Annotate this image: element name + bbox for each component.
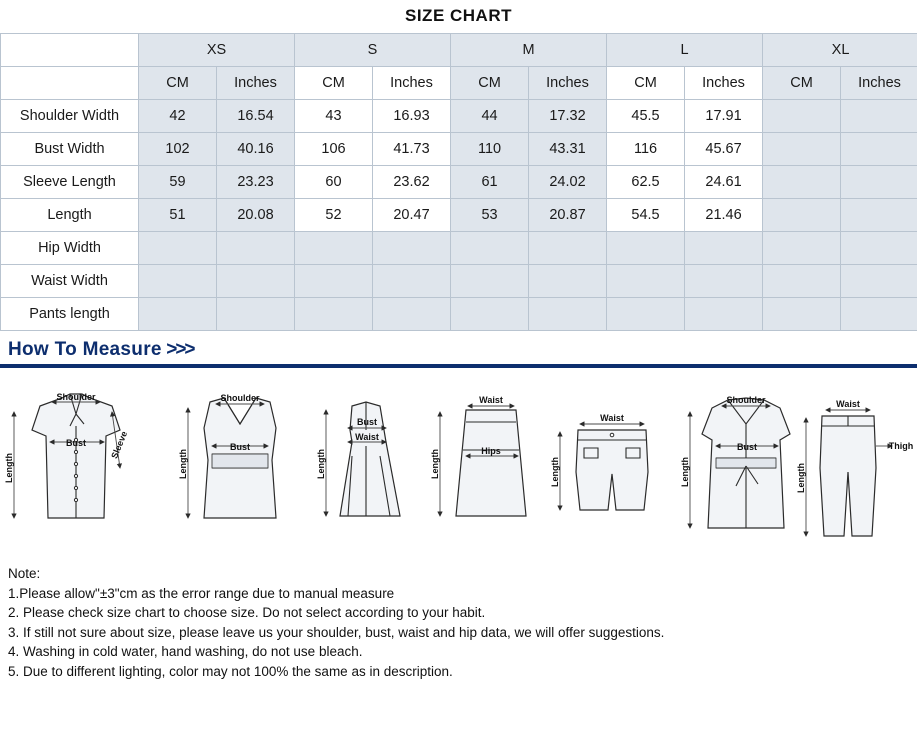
cell-waist-l-in xyxy=(685,265,763,298)
note-heading: Note: xyxy=(8,566,41,581)
cell-waist-s-in xyxy=(373,265,451,298)
row-label-length: Length xyxy=(1,199,139,232)
size-header-l: L xyxy=(607,34,763,67)
label-thigh: Thigh xyxy=(888,441,914,451)
size-header-m: M xyxy=(451,34,607,67)
size-chart-table xyxy=(0,33,917,331)
cell-sleeve-m-in: 24.02 xyxy=(529,166,607,199)
label-length: Length xyxy=(550,457,560,487)
cell-shoulder-l-in: 17.91 xyxy=(685,100,763,133)
cell-pants-s-cm xyxy=(295,298,373,331)
cell-waist-xl-cm xyxy=(763,265,841,298)
cell-hip-s-cm xyxy=(295,232,373,265)
label-waist: Waist xyxy=(836,399,860,409)
table-row xyxy=(1,298,917,331)
label-length: Length xyxy=(796,463,806,493)
cell-sleeve-l-in: 24.61 xyxy=(685,166,763,199)
label-waist: Waist xyxy=(355,432,379,442)
cell-sleeve-l-cm: 62.5 xyxy=(607,166,685,199)
cell-pants-xs-in xyxy=(217,298,295,331)
label-bust: Bust xyxy=(357,417,377,427)
table-row xyxy=(1,133,917,166)
cell-pants-l-in xyxy=(685,298,763,331)
cell-waist-m-cm xyxy=(451,265,529,298)
cell-sleeve-xs-in: 23.23 xyxy=(217,166,295,199)
cell-bust-m-cm: 110 xyxy=(451,133,529,166)
note-line-1: 1.Please allow"±3"cm as the error range due to manual measure xyxy=(8,585,395,601)
cell-bust-m-in: 43.31 xyxy=(529,133,607,166)
unit-header-in-xl: Inches xyxy=(841,67,917,100)
figure-coat xyxy=(680,395,790,528)
cell-bust-xs-in: 40.16 xyxy=(217,133,295,166)
table-row xyxy=(1,100,917,133)
label-bust: Bust xyxy=(230,442,250,452)
label-length: Length xyxy=(178,449,188,479)
label-length: Length xyxy=(430,449,440,479)
cell-pants-xl-in xyxy=(841,298,917,331)
cell-shoulder-s-cm: 43 xyxy=(295,100,373,133)
table-corner-cell xyxy=(1,34,139,67)
table-header-sizes xyxy=(1,34,917,67)
size-header-xl: XL xyxy=(763,34,917,67)
cell-length-xs-in: 20.08 xyxy=(217,199,295,232)
cell-length-xs-cm: 51 xyxy=(139,199,217,232)
label-bust: Bust xyxy=(66,438,86,448)
how-to-measure-section xyxy=(0,339,917,368)
cell-waist-m-in xyxy=(529,265,607,298)
cell-bust-s-cm: 106 xyxy=(295,133,373,166)
cell-waist-xl-in xyxy=(841,265,917,298)
cell-shoulder-xl-cm xyxy=(763,100,841,133)
unit-header-cm-l: CM xyxy=(607,67,685,100)
row-label-pants-length: Pants length xyxy=(1,298,139,331)
cell-bust-s-in: 41.73 xyxy=(373,133,451,166)
figure-pants xyxy=(796,399,913,536)
row-label-waist-width: Waist Width xyxy=(1,265,139,298)
unit-header-in-xs: Inches xyxy=(217,67,295,100)
cell-shoulder-m-in: 17.32 xyxy=(529,100,607,133)
cell-shoulder-xs-in: 16.54 xyxy=(217,100,295,133)
arrows-icon: >>> xyxy=(166,339,194,360)
cell-pants-s-in xyxy=(373,298,451,331)
unit-header-cm-s: CM xyxy=(295,67,373,100)
table-row xyxy=(1,166,917,199)
figure-skirt xyxy=(430,395,526,516)
table-header-units xyxy=(1,67,917,100)
label-shoulder: Shoulder xyxy=(726,395,766,405)
cell-pants-xs-cm xyxy=(139,298,217,331)
label-length: Length xyxy=(680,457,690,487)
cell-length-xl-in xyxy=(841,199,917,232)
cell-shoulder-s-in: 16.93 xyxy=(373,100,451,133)
cell-bust-xl-in xyxy=(841,133,917,166)
cell-pants-xl-cm xyxy=(763,298,841,331)
table-row xyxy=(1,232,917,265)
measurement-figures xyxy=(0,368,917,558)
unit-header-cm-xs: CM xyxy=(139,67,217,100)
cell-shoulder-xs-cm: 42 xyxy=(139,100,217,133)
figure-tank-top xyxy=(178,393,276,518)
unit-header-cm-m: CM xyxy=(451,67,529,100)
unit-corner-cell xyxy=(1,67,139,100)
unit-header-in-s: Inches xyxy=(373,67,451,100)
unit-header-in-m: Inches xyxy=(529,67,607,100)
label-shoulder: Shoulder xyxy=(220,393,260,403)
size-header-xs: XS xyxy=(139,34,295,67)
cell-length-l-in: 21.46 xyxy=(685,199,763,232)
note-section xyxy=(0,558,917,681)
cell-hip-xs-in xyxy=(217,232,295,265)
cell-sleeve-xs-cm: 59 xyxy=(139,166,217,199)
cell-hip-xs-cm xyxy=(139,232,217,265)
cell-length-s-in: 20.47 xyxy=(373,199,451,232)
cell-length-xl-cm xyxy=(763,199,841,232)
cell-length-m-in: 20.87 xyxy=(529,199,607,232)
label-length: Length xyxy=(4,453,14,483)
note-line-3: 3. If still not sure about size, please leave us your shoulder, bust, waist and hip data, we will offer suggestions. xyxy=(8,624,665,640)
page-title: SIZE CHART xyxy=(405,6,512,25)
cell-bust-l-cm: 116 xyxy=(607,133,685,166)
cell-pants-m-in xyxy=(529,298,607,331)
cell-hip-xl-in xyxy=(841,232,917,265)
row-label-hip-width: Hip Width xyxy=(1,232,139,265)
unit-header-cm-xl: CM xyxy=(763,67,841,100)
row-label-shoulder-width: Shoulder Width xyxy=(1,100,139,133)
note-line-2: 2. Please check size chart to choose size. Do not select according to your habit. xyxy=(8,605,486,620)
cell-hip-l-in xyxy=(685,232,763,265)
cell-hip-s-in xyxy=(373,232,451,265)
figure-blouse xyxy=(4,392,129,518)
cell-shoulder-xl-in xyxy=(841,100,917,133)
label-hips: Hips xyxy=(481,446,501,456)
cell-shoulder-l-cm: 45.5 xyxy=(607,100,685,133)
label-waist: Waist xyxy=(600,413,624,423)
cell-waist-l-cm xyxy=(607,265,685,298)
label-sleeve: Sleeve xyxy=(109,429,130,460)
label-bust: Bust xyxy=(737,442,757,452)
cell-hip-m-in xyxy=(529,232,607,265)
table-row xyxy=(1,265,917,298)
cell-bust-xs-cm: 102 xyxy=(139,133,217,166)
cell-sleeve-xl-cm xyxy=(763,166,841,199)
cell-pants-l-cm xyxy=(607,298,685,331)
cell-sleeve-s-cm: 60 xyxy=(295,166,373,199)
cell-waist-xs-in xyxy=(217,265,295,298)
how-to-measure-title: How To Measure xyxy=(8,339,162,360)
note-line-5: 5. Due to different lighting, color may not 100% the same as in description. xyxy=(8,663,453,679)
cell-length-l-cm: 54.5 xyxy=(607,199,685,232)
cell-sleeve-xl-in xyxy=(841,166,917,199)
figure-shorts xyxy=(550,413,648,510)
size-header-s: S xyxy=(295,34,451,67)
cell-waist-s-cm xyxy=(295,265,373,298)
cell-sleeve-s-in: 23.62 xyxy=(373,166,451,199)
cell-pants-m-cm xyxy=(451,298,529,331)
note-line-4: 4. Washing in cold water, hand washing, do not use bleach. xyxy=(8,644,363,659)
row-label-sleeve-length: Sleeve Length xyxy=(1,166,139,199)
cell-sleeve-m-cm: 61 xyxy=(451,166,529,199)
table-row xyxy=(1,199,917,232)
cell-waist-xs-cm xyxy=(139,265,217,298)
cell-hip-xl-cm xyxy=(763,232,841,265)
figure-skater-dress xyxy=(316,402,400,516)
cell-length-s-cm: 52 xyxy=(295,199,373,232)
label-shoulder: Shoulder xyxy=(56,392,96,402)
cell-bust-xl-cm xyxy=(763,133,841,166)
cell-length-m-cm: 53 xyxy=(451,199,529,232)
label-length: Length xyxy=(316,449,326,479)
unit-header-in-l: Inches xyxy=(685,67,763,100)
cell-bust-l-in: 45.67 xyxy=(685,133,763,166)
cell-shoulder-m-cm: 44 xyxy=(451,100,529,133)
cell-hip-m-cm xyxy=(451,232,529,265)
row-label-bust-width: Bust Width xyxy=(1,133,139,166)
label-waist: Waist xyxy=(479,395,503,405)
cell-hip-l-cm xyxy=(607,232,685,265)
